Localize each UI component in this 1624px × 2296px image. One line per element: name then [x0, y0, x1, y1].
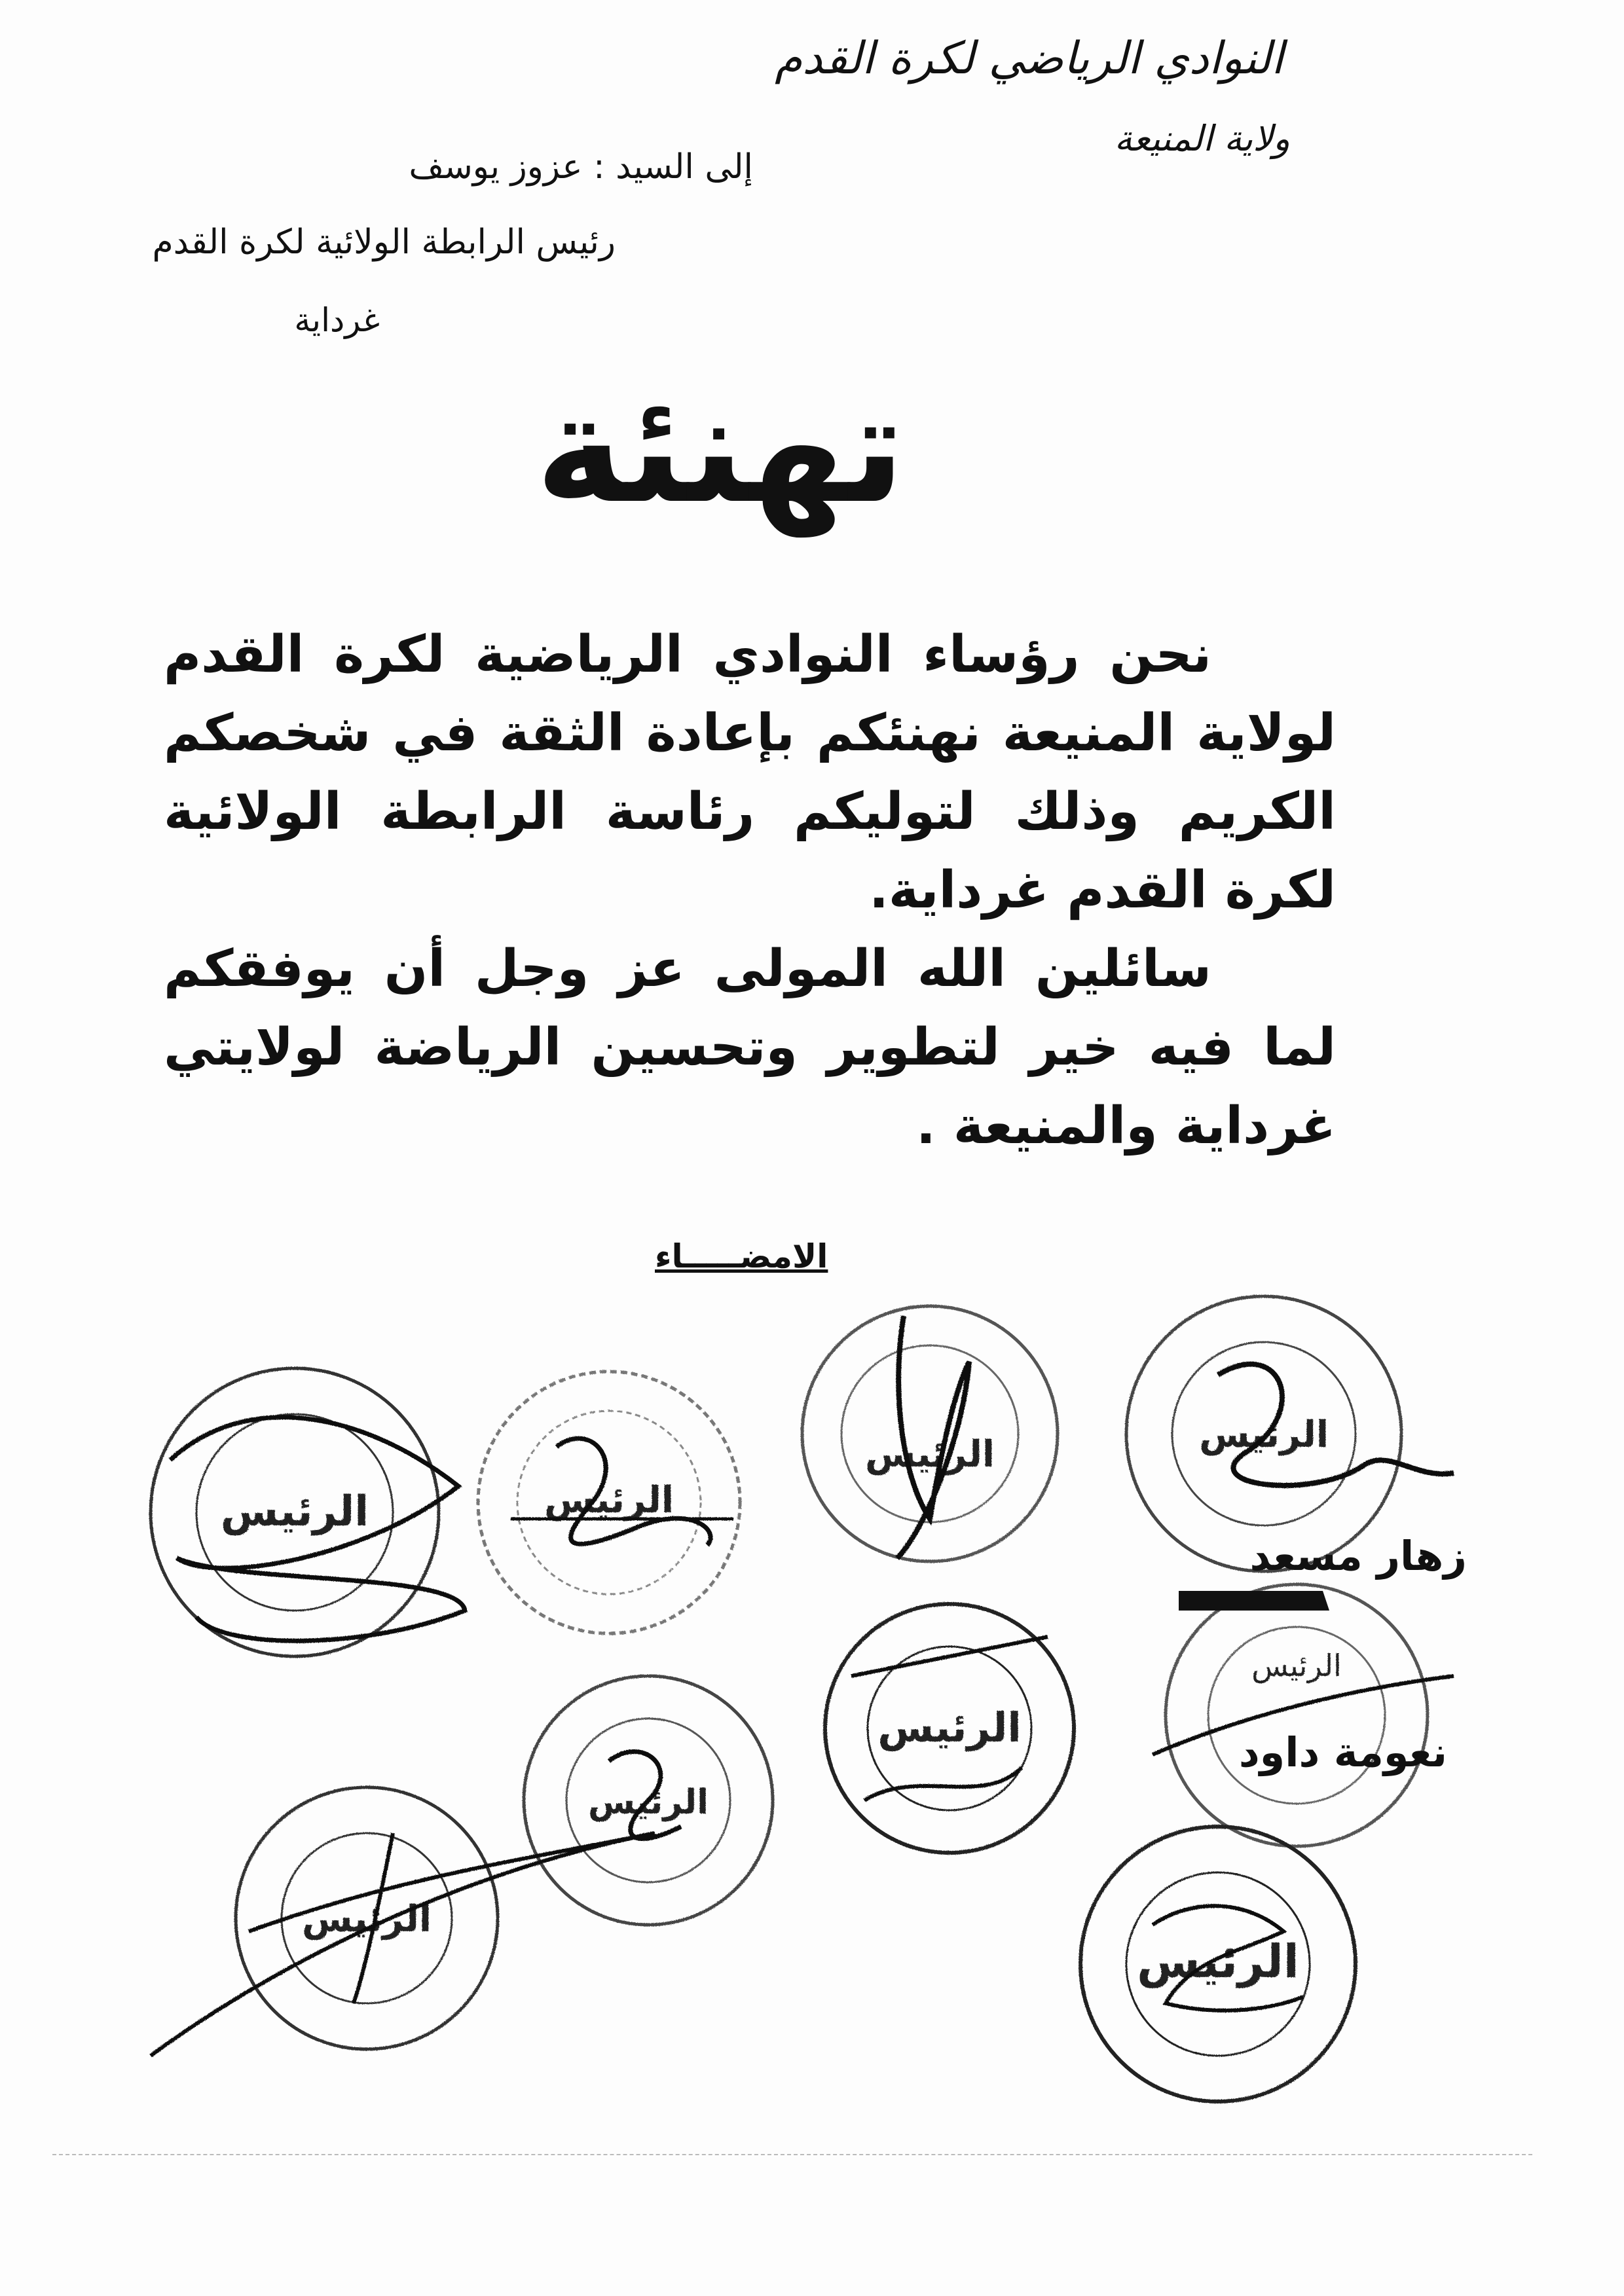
- signatures-heading: الامضـــــاء: [655, 1237, 828, 1275]
- handwritten-name-2: نعومة داود: [1238, 1728, 1447, 1776]
- stamp-4: [1126, 1296, 1454, 1571]
- stamp-center-label: الرئيس: [877, 1704, 1022, 1751]
- stamp-6: [1153, 1584, 1454, 1846]
- body-paragraph-2: سائلين الله المولى عز وجل أن يوفقكم لما فيه خير لتطوير وتحسين الرياضة لولايتي غرداية والمنيعة .: [164, 939, 1336, 1156]
- sender-club-name: النوادي الرياضي لكرة القدم: [775, 33, 1283, 84]
- stamp-9: [1080, 1827, 1356, 2102]
- document-headline: تهنئة: [535, 362, 906, 537]
- stamp-center-label: الرئيس: [220, 1487, 369, 1536]
- recipient-title: رئيس الرابطة الولائية لكرة القدم: [152, 223, 616, 262]
- stamp-center-label: الرئيس: [1137, 1935, 1299, 1988]
- stamp-3: [802, 1306, 1058, 1561]
- stamp-2: [478, 1372, 740, 1633]
- stamp-center-label: الرئيس: [1198, 1413, 1329, 1456]
- stamp-center-label: الرئيس: [301, 1898, 432, 1941]
- stamp-1: [151, 1368, 465, 1656]
- sender-wilaya: ولاية المنيعة: [1114, 118, 1290, 159]
- scan-edge-line: [52, 2154, 1532, 2155]
- handwritten-mark: [1179, 1591, 1329, 1611]
- stamp-center-label: الرئيس: [544, 1479, 674, 1522]
- stamp-5: [825, 1604, 1074, 1853]
- stamp-center-label: الرئيس: [1251, 1648, 1342, 1683]
- letter-body: [164, 615, 1336, 1165]
- body-paragraph-1: نحن رؤساء النوادي الرياضية لكرة القدم لولاية المنيعة نهنئكم بإعادة الثقة في شخصكم الكريم وذلك لتوليكم رئاسة الرابطة الولائية لكرة القدم غرداية.: [164, 625, 1336, 920]
- handwritten-name-1: زهار مسعد: [1249, 1532, 1467, 1580]
- stamp-center-label: الرئيس: [588, 1783, 709, 1822]
- stamp-center-label: الرئيس: [864, 1433, 995, 1476]
- stamp-8: [151, 1787, 655, 2056]
- recipient-line: إلى السيد : عزوز يوسف: [409, 147, 753, 187]
- recipient-city: غرداية: [294, 301, 380, 339]
- stamp-7: [524, 1676, 773, 1925]
